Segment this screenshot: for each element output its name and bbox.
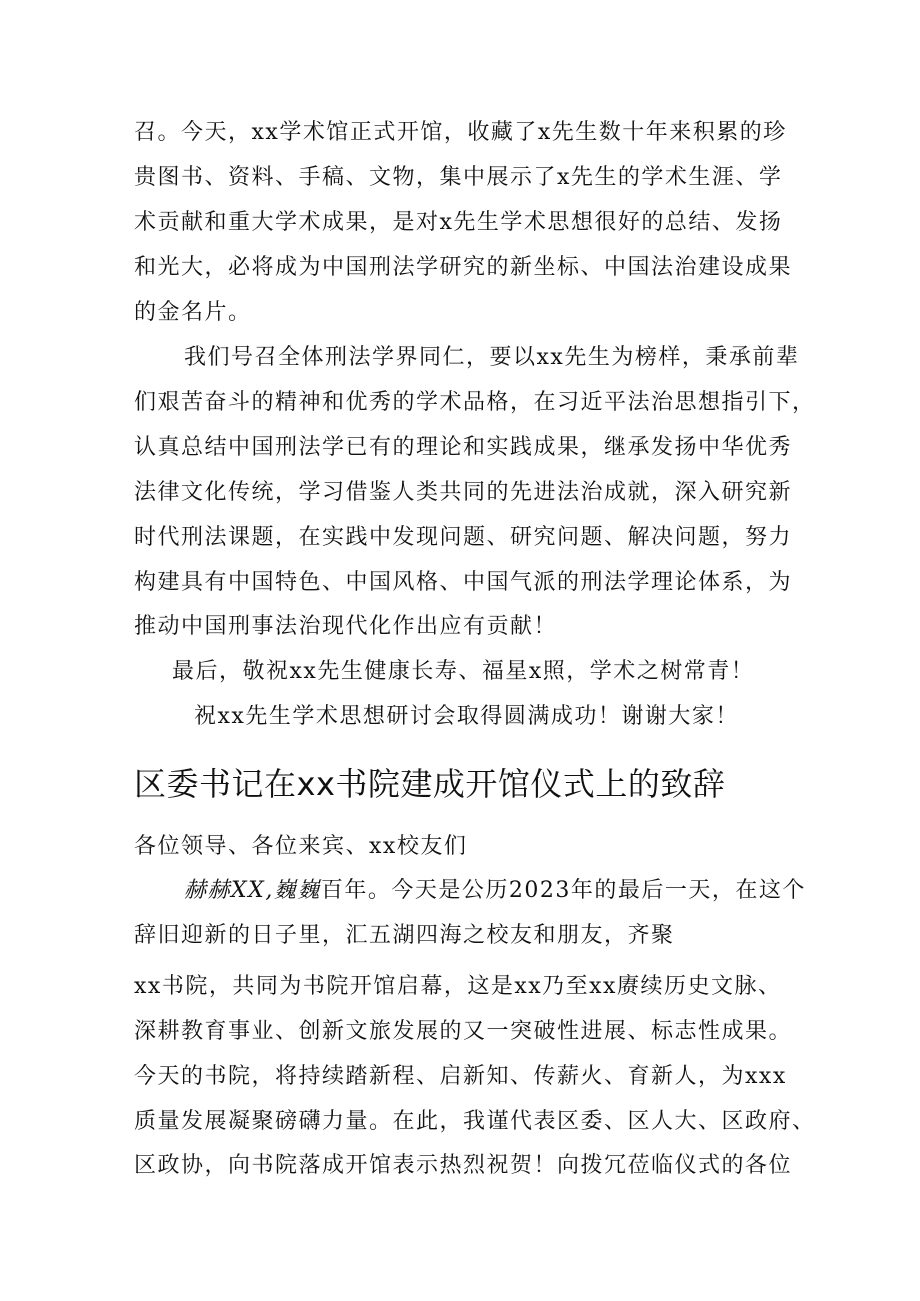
paragraph-line: 认真总结中国刑法学已有的理论和实践成果，继承发扬中华优秀	[134, 435, 793, 460]
paragraph-line: 今天的书院，将持续踏新程、启新知、传薪火、育新人，为xxx	[134, 1064, 787, 1089]
paragraph-line: 的金名片。	[134, 300, 252, 325]
italic-phrase: 赫赫XX,巍巍	[184, 878, 321, 903]
paragraph-line	[184, 876, 844, 906]
paragraph-line: 推动中国刑事法治现代化作出应有贡献！	[134, 614, 558, 639]
paragraph-line: 时代刑法课题，在实践中发现问题、研究问题、解决问题，努力	[134, 525, 793, 550]
paragraph-line: xx书院，共同为书院开馆启幕，这是xx乃至xx赓续历史文脉、	[134, 974, 782, 999]
paragraph-line: 们艰苦奋斗的精神和优秀的学术品格，在习近平法治思想指引下，	[134, 390, 816, 415]
paragraph-line: 辞旧迎新的日子里，汇五湖四海之校友和朋友，齐聚	[134, 923, 675, 948]
closing-line: 最后，敬祝xx先生健康长寿、福星x照，学术之树常青！	[172, 659, 755, 684]
paragraph-line: 质量发展凝聚磅礴力量。在此，我谨代表区委、区人大、区政府、	[134, 1109, 816, 1134]
paragraph-line: 法律文化传统，学习借鉴人类共同的先进法治成就，深入研究新	[134, 480, 793, 505]
paragraph-text: 百年。今天是公历2023年的最后一天，在这个	[320, 878, 806, 903]
paragraph-line: 召。今天，xx学术馆正式开馆，收藏了x先生数十年来积累的珍	[134, 120, 787, 145]
paragraph-line: 区政协，向书院落成开馆表示热烈祝贺！向拨冗莅临仪式的各位	[134, 1153, 793, 1178]
salutation: 各位领导、各位来宾、xx校友们	[134, 834, 468, 859]
paragraph-line: 深耕教育事业、创新文旅发展的又一突破性进展、标志性成果。	[134, 1019, 793, 1044]
paragraph-line: 贵图书、资料、手稿、文物，集中展示了x先生的学术生涯、学	[134, 165, 783, 190]
paragraph-line: 和光大，必将成为中国刑法学研究的新坐标、中国法治建设成果	[134, 255, 793, 280]
section-title: 区委书记在xx书院建成开馆仪式上的致辞	[134, 765, 726, 803]
paragraph-line: 我们号召全体刑法学界同仁，要以xx先生为榜样，秉承前辈	[184, 345, 800, 370]
paragraph-line: 术贡献和重大学术成果，是对x先生学术思想很好的总结、发扬	[134, 210, 783, 235]
paragraph-line: 构建具有中国特色、中国风格、中国气派的刑法学理论体系，为	[134, 570, 793, 595]
closing-line: 祝xx先生学术思想研讨会取得圆满成功！谢谢大家！	[194, 704, 739, 729]
